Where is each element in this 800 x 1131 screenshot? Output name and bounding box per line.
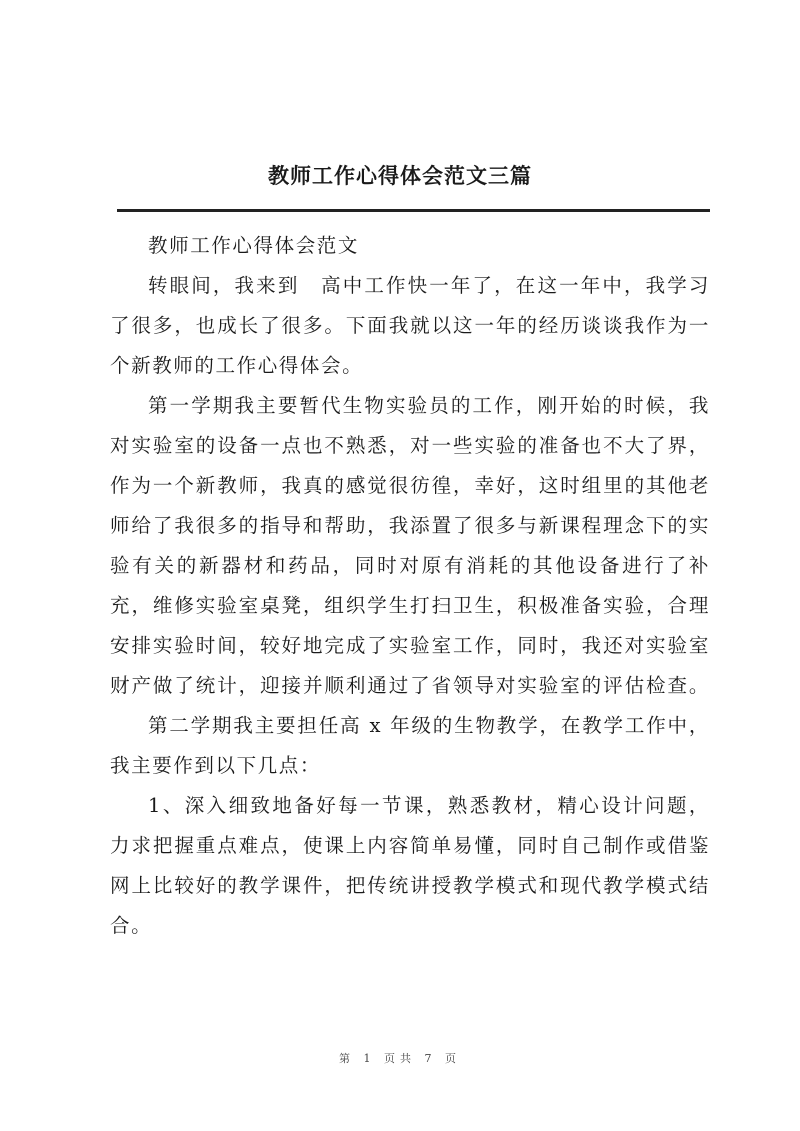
body-text-line: 网上比较好的教学课件，把传统讲授教学模式和现代教学模式结	[110, 874, 710, 897]
body-text-line: 对实验室的设备一点也不熟悉，对一些实验的准备也不大了界，	[110, 434, 710, 457]
body-text-line: 第一学期我主要暂代生物实验员的工作，刚开始的时候，我	[148, 394, 710, 417]
body-text-line: 我主要作到以下几点：	[110, 754, 322, 777]
body-text-line: 财产做了统计，迎接并顺利通过了省领导对实验室的评估检查。	[110, 674, 710, 697]
body-text-line: 力求把握重点难点，使课上内容简单易懂，同时自己制作或借鉴	[110, 834, 710, 857]
body-text-line: 安排实验时间，较好地完成了实验室工作，同时，我还对实验室	[110, 634, 710, 657]
document-title: 教师工作心得体会范文三篇	[268, 163, 532, 188]
title-underline	[117, 209, 710, 212]
body-text-line: 个新教师的工作心得体会。	[110, 354, 364, 377]
body-text-line: 转眼间，我来到 高中工作快一年了，在这一年中，我学习	[148, 274, 710, 297]
body-text-line: 作为一个新教师，我真的感觉很彷徨，幸好，这时组里的其他老	[110, 474, 710, 497]
body-text-line: 第二学期我主要担任高 x 年级的生物教学，在教学工作中，	[148, 714, 710, 737]
body-text-line: 了很多，也成长了很多。下面我就以这一年的经历谈谈我作为一	[110, 314, 710, 337]
page-footer: 第 1 页共 7 页	[339, 1052, 461, 1065]
document-body	[110, 226, 710, 946]
body-text-line: 师给了我很多的指导和帮助，我添置了很多与新课程理念下的实	[110, 514, 710, 537]
body-text-line: 教师工作心得体会范文	[148, 234, 360, 257]
body-text-line: 合。	[110, 914, 153, 937]
body-text-line: 验有关的新器材和药品，同时对原有消耗的其他设备进行了补	[110, 554, 710, 577]
body-text-line: 充，维修实验室桌凳，组织学生打扫卫生，积极准备实验，合理	[110, 594, 710, 617]
body-text-line: 1、深入细致地备好每一节课，熟悉教材，精心设计问题，	[148, 794, 710, 817]
